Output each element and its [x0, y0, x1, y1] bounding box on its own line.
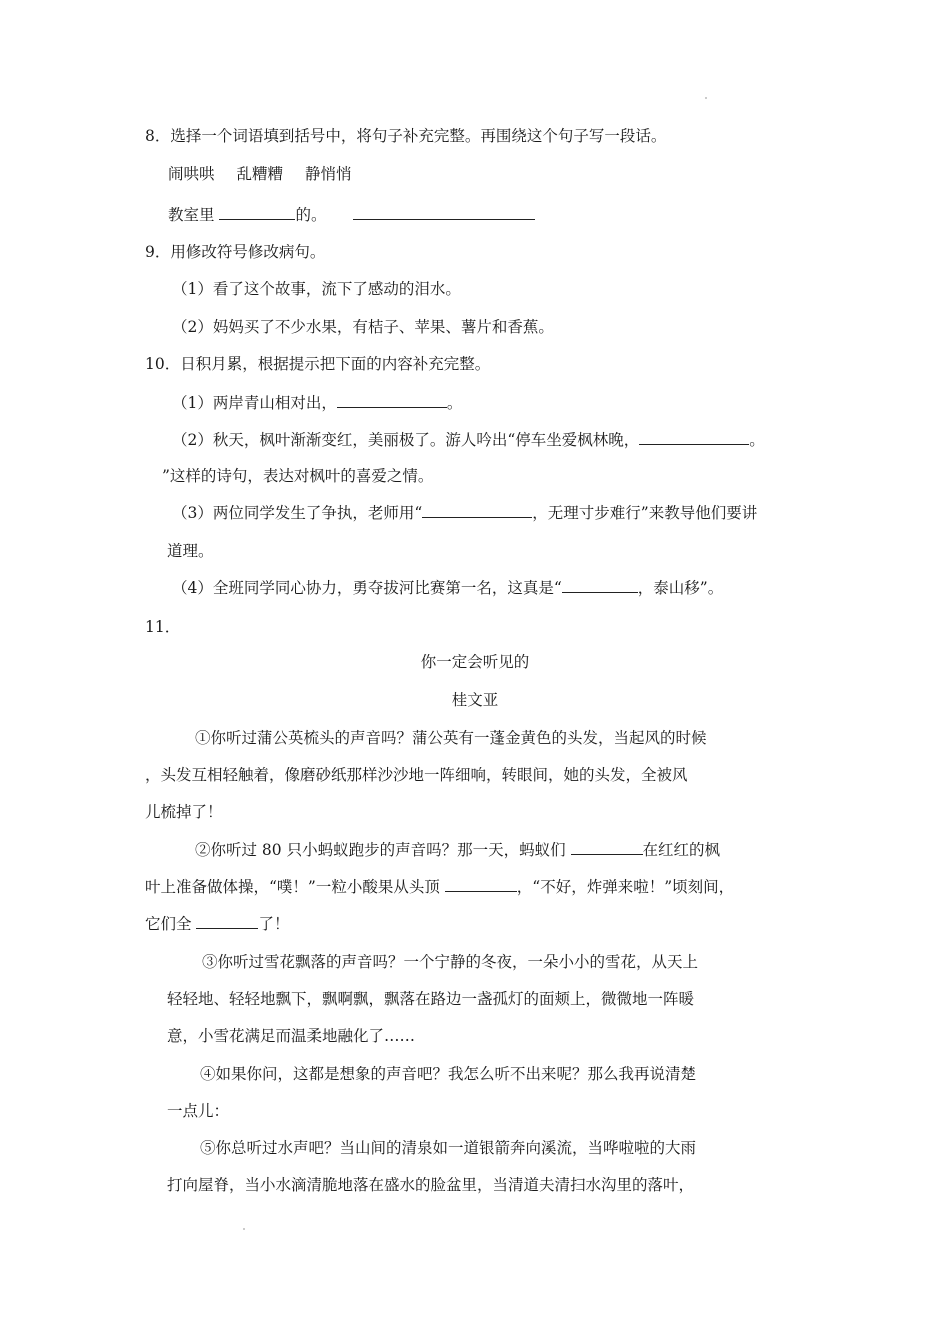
q8-sentence-suffix: 的。: [295, 206, 327, 224]
q8-sentence: [168, 204, 535, 226]
passage-p3-line: 意，小雪花满足而温柔地融化了……: [167, 1027, 416, 1045]
passage-p5-line: 打向屋脊，当小水滴清脆地落在盛水的脸盆里，当清道夫清扫水沟里的落叶，: [167, 1176, 695, 1194]
passage-p2-text: 了！: [258, 915, 290, 933]
q8-word-option: 闹哄哄: [168, 165, 215, 183]
q8-word-option: 静悄悄: [305, 165, 352, 183]
q8-prompt: 8．选择一个词语填到括号中，将句子补充完整。再围绕这个句子写一段话。: [145, 127, 667, 145]
passage-p2-text: ，“不好，炸弹来啦！”顷刻间，: [516, 878, 735, 896]
q8-sentence-prefix: 教室里: [168, 206, 215, 224]
q8-word-option: 乱糟糟: [236, 165, 284, 183]
scan-speck: [243, 1228, 245, 1230]
q10-item-2-text: （2）秋天，枫叶渐渐变红，美丽极了。游人吟出“停车坐爱枫林晚，: [172, 431, 640, 449]
q10-item-3-cont: 道理。: [167, 542, 214, 560]
q9-prompt: 9．用修改符号修改病句。: [145, 243, 326, 261]
passage-title: 你一定会听见的: [420, 653, 530, 671]
passage-blank-1[interactable]: [571, 839, 643, 855]
passage-p1-line: ，头发互相轻触着，像磨砂纸那样沙沙地一阵细响，转眼间，她的头发，全被风: [145, 766, 688, 784]
q10-item-1-blank[interactable]: [337, 392, 447, 408]
passage-p2-text: 它们全: [145, 915, 192, 933]
q10-item-2-cont: ”这样的诗句，表达对枫叶的喜爱之情。: [162, 467, 434, 485]
q10-prompt: 10．日积月累，根据提示把下面的内容补充完整。: [145, 355, 491, 373]
q10-item-1-text: （1）两岸青山相对出，: [172, 394, 337, 412]
q8-word-blank[interactable]: [219, 204, 295, 220]
q10-item-1: [172, 392, 462, 414]
passage-blank-3[interactable]: [196, 913, 258, 929]
q11-number: 11．: [145, 618, 181, 636]
passage-p1-line: ①你听过蒲公英梳头的声音吗？蒲公英有一蓬金黄色的头发，当起风的时候: [195, 729, 707, 747]
q10-item-3-text-2: ，无理寸步难行”来教导他们要讲: [532, 504, 758, 522]
q10-item-3-blank[interactable]: [422, 502, 532, 518]
q10-item-2-end: 。: [749, 431, 765, 449]
q10-item-3: [172, 502, 757, 524]
q10-item-4-end: ，泰山移”。: [637, 579, 724, 597]
passage-p1-line: 儿梳掉了！: [145, 803, 223, 821]
q10-item-2: [172, 429, 765, 451]
passage-p2-line-1: [195, 839, 720, 861]
q10-item-3-text: （3）两位同学发生了争执，老师用“: [172, 504, 423, 522]
q8-word-options: [168, 163, 352, 185]
passage-p3-line: ③你听过雪花飘落的声音吗？一个宁静的冬夜，一朵小小的雪花，从天上: [202, 953, 699, 971]
passage-p2-text: ②你听过 80 只小蚂蚁跑步的声音吗？那一天，蚂蚁们: [195, 841, 566, 859]
passage-blank-2[interactable]: [445, 876, 517, 892]
q10-item-4-blank[interactable]: [562, 577, 638, 593]
passage-author: 桂文亚: [451, 691, 499, 709]
passage-p5-line: ⑤你总听过水声吧？当山间的清泉如一道银箭奔向溪流，当哗啦啦的大雨: [200, 1139, 697, 1157]
passage-p3-line: 轻轻地、轻轻地飘下，飘啊飘，飘落在路边一盏孤灯的面颊上，微微地一阵暖: [167, 990, 695, 1008]
q9-item-1: （1）看了这个故事，流下了感动的泪水。: [172, 280, 461, 298]
q10-item-4-text: （4）全班同学同心协力，勇夺拔河比赛第一名，这真是“: [172, 579, 562, 597]
passage-p2-line-3: [145, 913, 289, 935]
q10-item-2-blank[interactable]: [639, 429, 749, 445]
q9-item-2: （2）妈妈买了不少水果，有桔子、苹果、薯片和香蕉。: [172, 318, 554, 336]
q10-item-1-end: 。: [446, 394, 463, 412]
q10-item-4: [172, 577, 723, 599]
passage-p2-line-2: [145, 876, 734, 898]
scan-speck: [705, 97, 707, 99]
passage-p2-text: 在红红的枫: [642, 841, 721, 859]
passage-p2-text: 叶上准备做体操，“噗！”一粒小酸果从头顶: [145, 878, 440, 896]
q8-paragraph-blank[interactable]: [353, 204, 535, 220]
passage-p4-line: 一点儿：: [167, 1102, 230, 1120]
passage-p4-line: ④如果你问，这都是想象的声音吧？我怎么听不出来呢？那么我再说清楚: [200, 1065, 697, 1083]
